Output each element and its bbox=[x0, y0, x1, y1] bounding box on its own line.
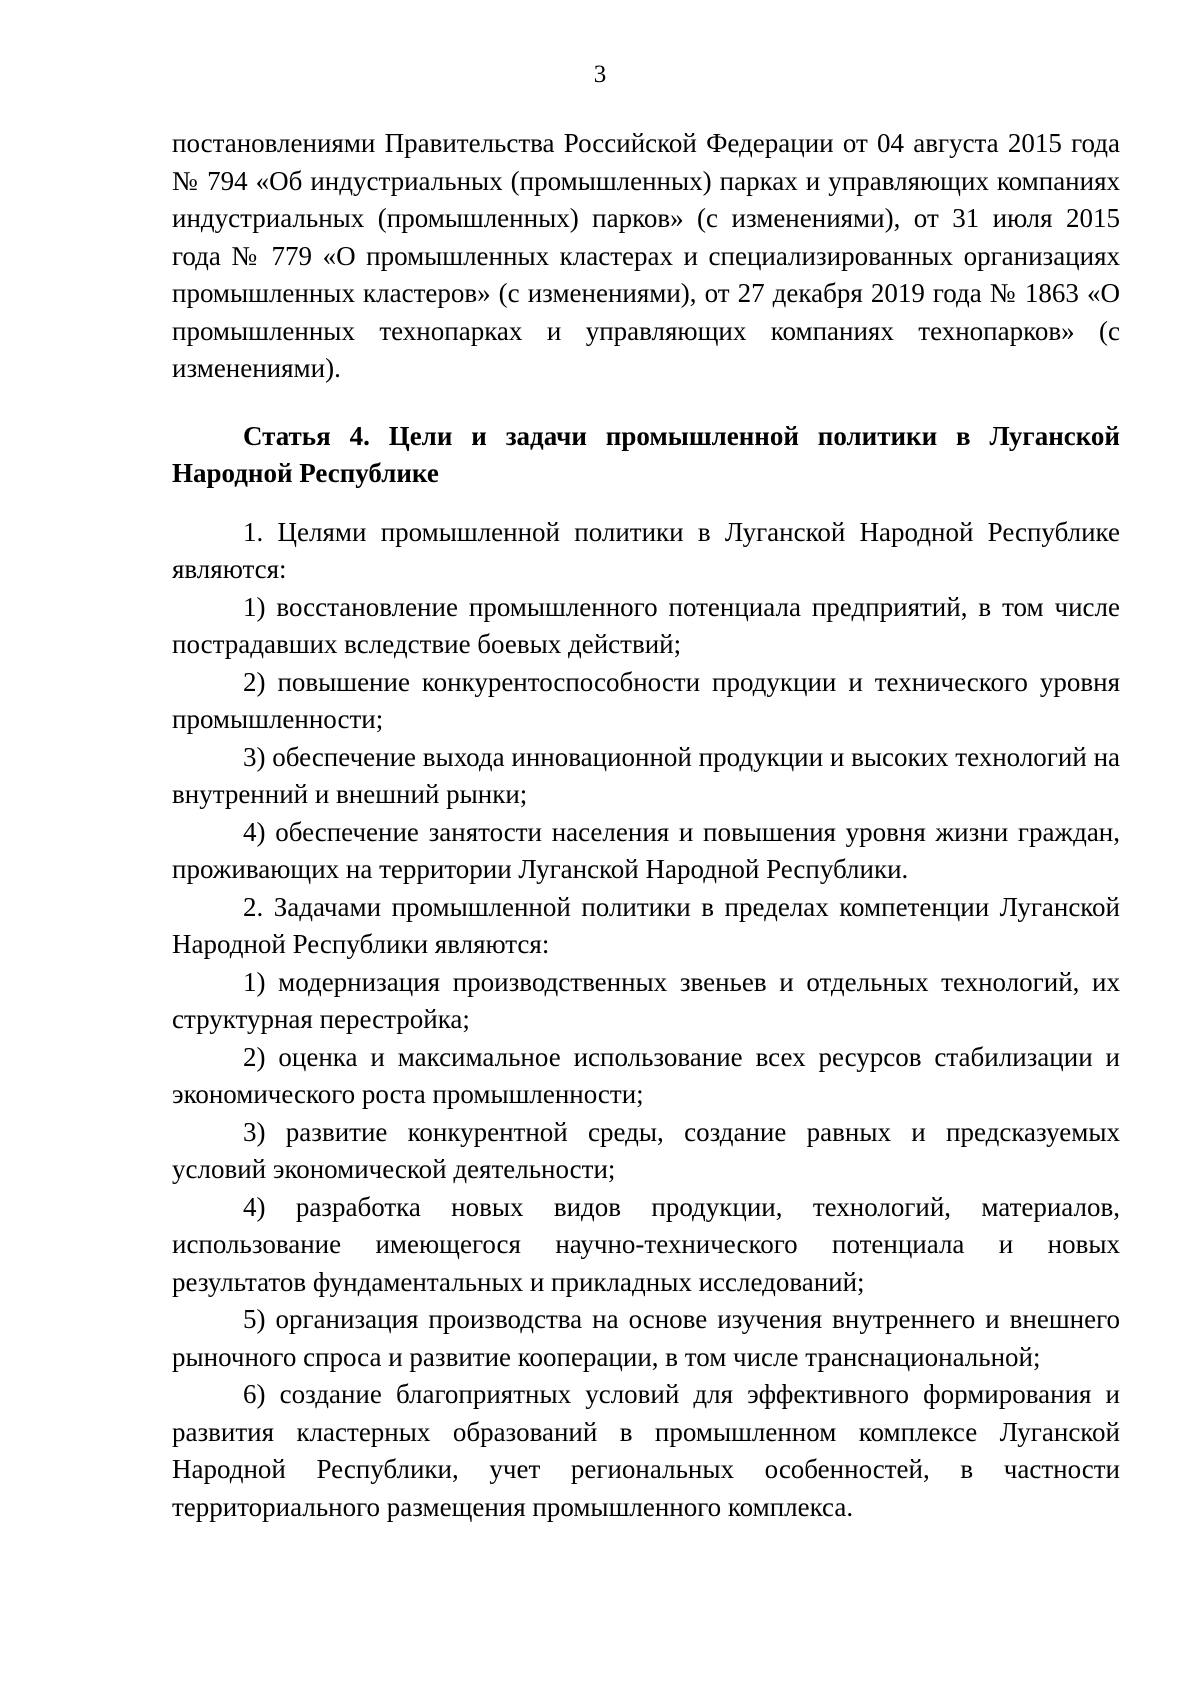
goals-lead-paragraph: 1. Целями промышленной политики в Луганской Народной Республике являются: bbox=[172, 516, 1120, 584]
task-item: 3) развитие конкурентной среды, создание равных и предсказуемых условий экономической деятельности; bbox=[172, 1116, 1120, 1184]
page-number: 3 bbox=[593, 61, 607, 88]
task-item: 2) оценка и максимальное использование всех ресурсов стабилизации и экономического роста промышленности; bbox=[172, 1041, 1120, 1109]
task-item: 1) модернизация производственных звеньев и отдельных технологий, их структурная перестройка; bbox=[172, 966, 1120, 1034]
task-item: 5) организация производства на основе изучения внутреннего и внешнего рыночного спроса и развитие кооперации, в том числе транснациональной; bbox=[172, 1304, 1120, 1372]
goal-item: 2) повышение конкурентоспособности продукции и технического уровня промышленности; bbox=[172, 666, 1120, 734]
article-heading: Статья 4. Цели и задачи промышленной политики в Луганской Народной Республике bbox=[172, 420, 1120, 488]
task-item: 4) разработка новых видов продукции, технологий, материалов, использование имеющегося научно-технического потенциала и новых результатов фундаментальных и прикладных исследований; bbox=[172, 1191, 1120, 1297]
goal-item: 3) обеспечение выхода инновационной продукции и высоких технологий на внутренний и внешний рынки; bbox=[172, 741, 1120, 809]
tasks-lead-paragraph: 2. Задачами промышленной политики в пределах компетенции Луганской Народной Республики являются: bbox=[172, 891, 1120, 959]
intro-paragraph: постановлениями Правительства Российской Федерации от 04 августа 2015 года № 794 «Об индустриальных (промышленных) парках и управляющих компаниях индустриальных (промышленных) парков» (с изменениями), от 31 июля 2015 года № 779 «О промышленных кластерах и специализированных организациях промышленных кластеров» (с изменениями), от 27 декабря 2019 года № 1863 «О промышленных технопарках и управляющих компаниях технопарков» (с изменениями). bbox=[172, 128, 1120, 383]
goal-item: 4) обеспечение занятости населения и повышения уровня жизни граждан, проживающих на территории Луганской Народной Республики. bbox=[172, 816, 1120, 884]
task-item: 6) создание благоприятных условий для эффективного формирования и развития кластерных образований в промышленном комплексе Луганской Народной Республики, учет региональных особенностей, в частности территориального размещения промышленного комплекса. bbox=[172, 1379, 1120, 1522]
goal-item: 1) восстановление промышленного потенциала предприятий, в том числе пострадавших вследствие боевых действий; bbox=[172, 591, 1120, 659]
document-body bbox=[172, 125, 1120, 1526]
